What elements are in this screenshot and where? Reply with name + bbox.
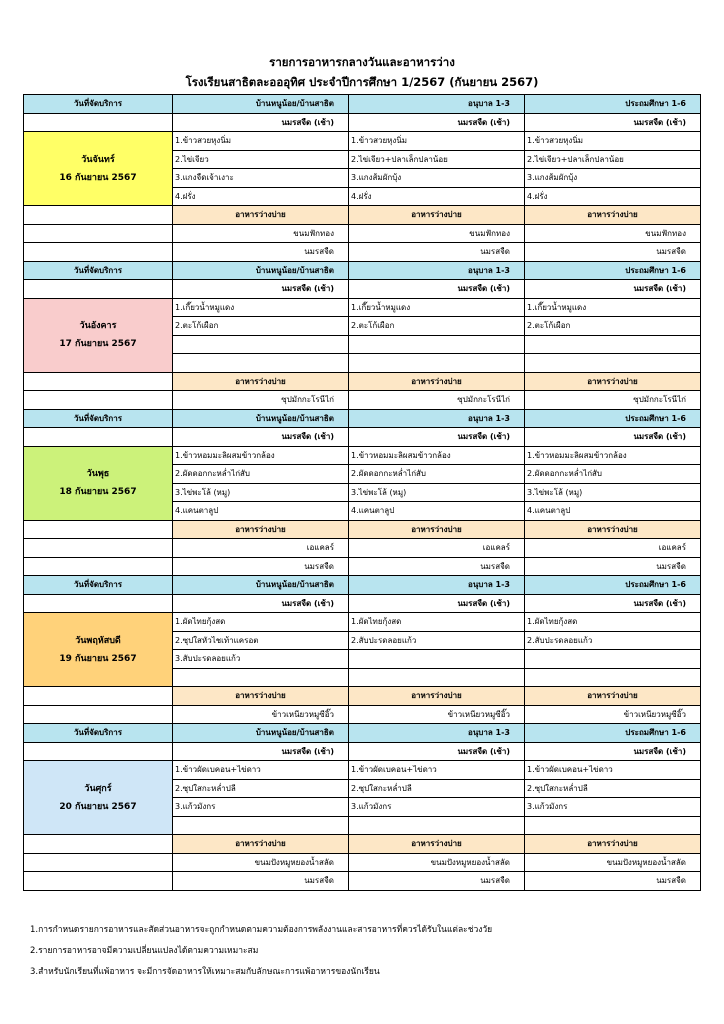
snack-label: อาหารว่างบ่าย: [173, 835, 349, 854]
document-title: รายการอาหารกลางวันและอาหารว่าง: [269, 55, 455, 69]
milk-row: [24, 428, 701, 447]
meal-item: 3.แกงส้มผักบุ้ง: [349, 169, 525, 188]
meal-item: 3.แก้วมังกร: [349, 798, 525, 817]
meal-item: 1.ข้าวสวยหุงนิ่ม: [525, 132, 701, 151]
header-day: วันที่จัดบริการ: [24, 576, 173, 595]
meal-item: 2.สับปะรดลอยแก้ว: [349, 631, 525, 650]
document-subtitle: โรงเรียนสาธิตละอออุทิศ ประจำปีการศึกษา 1/2567 (กันยายน 2567): [185, 75, 539, 89]
snack-item: ขนมฟักทอง: [525, 224, 701, 243]
meal-item: 4.ฝรั่ง: [525, 187, 701, 206]
snack-milk-item: นมรสจืด: [173, 243, 349, 262]
meal-item: 1.เกี๊ยวน้ำหมูแดง: [525, 298, 701, 317]
header-row: [24, 95, 701, 114]
snack-milk-row: [24, 243, 701, 262]
menu-table: [23, 94, 701, 891]
header-col-a: บ้านหนูน้อย/บ้านสาธิต: [173, 95, 349, 114]
meal-item: 1.ข้าวผัดเบคอน+ไข่ดาว: [525, 761, 701, 780]
meal-item: 4.แคนตาลูป: [173, 502, 349, 521]
header-col-a: บ้านหนูน้อย/บ้านสาธิต: [173, 409, 349, 428]
snack-item: ขนมปังหมูหยองน้ำสลัด: [349, 853, 525, 872]
meal-item: 1.ข้าวผัดเบคอน+ไข่ดาว: [173, 761, 349, 780]
milk-morning-cell: นมรสจืด (เช้า): [349, 113, 525, 132]
snack-milk-item: นมรสจืด: [173, 557, 349, 576]
meal-item: 3.ไข่พะโล้ (หมู): [525, 483, 701, 502]
meal-item: 1.ผัดไทยกุ้งสด: [173, 613, 349, 632]
snack-label: อาหารว่างบ่าย: [525, 687, 701, 706]
milk-morning-cell: นมรสจืด (เช้า): [525, 280, 701, 299]
meal-item: [525, 354, 701, 373]
empty-cell: [24, 557, 173, 576]
meal-item: 1.ผัดไทยกุ้งสด: [525, 613, 701, 632]
empty-cell: [24, 520, 173, 539]
day-cell: [24, 613, 173, 687]
snack-item: เอแคลร์: [525, 539, 701, 558]
header-col-b: อนุบาล 1-3: [349, 95, 525, 114]
header-col-c: ประถมศึกษา 1-6: [525, 724, 701, 743]
meal-item: 2.ผัดดอกกะหล่ำไก่สับ: [349, 465, 525, 484]
meal-row: [24, 132, 701, 151]
empty-cell: [24, 835, 173, 854]
meal-item: [349, 816, 525, 835]
meal-item: [349, 335, 525, 354]
header-row: [24, 724, 701, 743]
empty-cell: [24, 391, 173, 410]
milk-morning-cell: นมรสจืด (เช้า): [173, 428, 349, 447]
snack-milk-row: [24, 557, 701, 576]
snack-row: [24, 705, 701, 724]
note-item: 1.การกำหนดรายการอาหารและสัดส่วนอาหารจะถูกกำหนดตามความต้องการพลังงานและสารอาหารที่ควรได้รับในแต่ละช่วงวัย: [30, 925, 493, 935]
snack-item: เอแคลร์: [349, 539, 525, 558]
milk-morning-cell: นมรสจืด (เช้า): [525, 594, 701, 613]
meal-item: 1.ข้าวหอมมะลิผสมข้าวกล้อง: [173, 446, 349, 465]
meal-item: 2.ไข่เจียว: [173, 150, 349, 169]
snack-milk-row: [24, 872, 701, 891]
meal-item: 1.ข้าวผัดเบคอน+ไข่ดาว: [349, 761, 525, 780]
empty-cell: [24, 224, 173, 243]
snack-milk-item: นมรสจืด: [349, 243, 525, 262]
milk-morning-cell: นมรสจืด (เช้า): [349, 742, 525, 761]
meal-item: 1.เกี๊ยวน้ำหมูแดง: [349, 298, 525, 317]
meal-item: 2.ผัดดอกกะหล่ำไก่สับ: [525, 465, 701, 484]
header-col-b: อนุบาล 1-3: [349, 409, 525, 428]
empty-cell: [24, 206, 173, 225]
meal-item: [349, 668, 525, 687]
day-name: วันอังคาร: [79, 321, 117, 331]
snack-label: อาหารว่างบ่าย: [525, 206, 701, 225]
meal-item: [525, 650, 701, 669]
day-cell: [24, 446, 173, 520]
meal-item: 2.ซุปใสกะหล่ำปลี: [173, 779, 349, 798]
snack-header-row: [24, 372, 701, 391]
header-row: [24, 576, 701, 595]
empty-cell: [24, 853, 173, 872]
milk-morning-cell: นมรสจืด (เช้า): [349, 428, 525, 447]
meal-row: [24, 761, 701, 780]
milk-morning-cell: นมรสจืด (เช้า): [525, 113, 701, 132]
day-name: วันพุธ: [86, 469, 110, 479]
meal-item: 3.แกงส้มผักบุ้ง: [525, 169, 701, 188]
header-day: วันที่จัดบริการ: [24, 261, 173, 280]
snack-label: อาหารว่างบ่าย: [173, 206, 349, 225]
header-col-a: บ้านหนูน้อย/บ้านสาธิต: [173, 576, 349, 595]
meal-item: 3.สับปะรดลอยแก้ว: [173, 650, 349, 669]
meal-item: [349, 354, 525, 373]
empty-cell: [24, 594, 173, 613]
snack-label: อาหารว่างบ่าย: [525, 520, 701, 539]
meal-row: [24, 298, 701, 317]
snack-header-row: [24, 687, 701, 706]
meal-item: [525, 816, 701, 835]
header-col-c: ประถมศึกษา 1-6: [525, 576, 701, 595]
empty-cell: [24, 705, 173, 724]
header-col-c: ประถมศึกษา 1-6: [525, 409, 701, 428]
snack-item: ซุปมักกะโรนีไก่: [349, 391, 525, 410]
snack-label: อาหารว่างบ่าย: [349, 206, 525, 225]
snack-milk-item: นมรสจืด: [525, 872, 701, 891]
snack-item: ข้าวเหนียวหมูซีอิ๊ว: [349, 705, 525, 724]
note-item: 3.สำหรับนักเรียนที่แพ้อาหาร จะมีการจัดอาหารให้เหมาะสมกับลักษณะการแพ้อาหารของนักเรียน: [30, 967, 380, 977]
snack-milk-item: นมรสจืด: [525, 243, 701, 262]
snack-row: [24, 539, 701, 558]
snack-item: เอแคลร์: [173, 539, 349, 558]
day-cell: [24, 132, 173, 206]
snack-label: อาหารว่างบ่าย: [349, 520, 525, 539]
meal-item: [173, 354, 349, 373]
snack-label: อาหารว่างบ่าย: [525, 372, 701, 391]
day-cell: [24, 761, 173, 835]
meal-item: 3.แก้วมังกร: [525, 798, 701, 817]
meal-item: [173, 816, 349, 835]
milk-morning-cell: นมรสจืด (เช้า): [525, 742, 701, 761]
header-day: วันที่จัดบริการ: [24, 724, 173, 743]
header-day: วันที่จัดบริการ: [24, 95, 173, 114]
header-col-a: บ้านหนูน้อย/บ้านสาธิต: [173, 261, 349, 280]
empty-cell: [24, 872, 173, 891]
header-col-b: อนุบาล 1-3: [349, 576, 525, 595]
meal-item: 1.ข้าวสวยหุงนิ่ม: [349, 132, 525, 151]
meal-item: 2.ไข่เจียว+ปลาเล็กปลาน้อย: [525, 150, 701, 169]
header-col-a: บ้านหนูน้อย/บ้านสาธิต: [173, 724, 349, 743]
empty-cell: [24, 243, 173, 262]
meal-item: 3.แก้วมังกร: [173, 798, 349, 817]
meal-item: 2.ซุปใสหัวไชเท้าแครอต: [173, 631, 349, 650]
meal-row: [24, 446, 701, 465]
milk-row: [24, 594, 701, 613]
milk-row: [24, 742, 701, 761]
meal-item: 4.แคนตาลูป: [349, 502, 525, 521]
milk-morning-cell: นมรสจืด (เช้า): [349, 594, 525, 613]
meal-item: 2.ซุปใสกะหล่ำปลี: [349, 779, 525, 798]
snack-item: ขนมฟักทอง: [173, 224, 349, 243]
empty-cell: [24, 687, 173, 706]
meal-item: 1.ผัดไทยกุ้งสด: [349, 613, 525, 632]
snack-row: [24, 391, 701, 410]
day-name: วันพฤหัสบดี: [75, 635, 121, 646]
snack-item: ข้าวเหนียวหมูซีอิ๊ว: [525, 705, 701, 724]
meal-item: 4.แคนตาลูป: [525, 502, 701, 521]
meal-item: 2.ผัดดอกกะหล่ำไก่สับ: [173, 465, 349, 484]
meal-item: 2.ตะโก้เผือก: [349, 317, 525, 336]
snack-milk-item: นมรสจืด: [349, 557, 525, 576]
meal-item: 1.ข้าวสวยหุงนิ่ม: [173, 132, 349, 151]
snack-label: อาหารว่างบ่าย: [525, 835, 701, 854]
day-date: 18 กันยายน 2567: [59, 487, 137, 497]
header-row: [24, 261, 701, 280]
empty-cell: [24, 539, 173, 558]
empty-cell: [24, 113, 173, 132]
milk-morning-cell: นมรสจืด (เช้า): [173, 113, 349, 132]
meal-item: 4.ฝรั่ง: [349, 187, 525, 206]
header-col-b: อนุบาล 1-3: [349, 261, 525, 280]
day-cell: [24, 298, 173, 372]
snack-item: ข้าวเหนียวหมูซีอิ๊ว: [173, 705, 349, 724]
snack-label: อาหารว่างบ่าย: [349, 687, 525, 706]
meal-item: 3.ไข่พะโล้ (หมู): [349, 483, 525, 502]
snack-label: อาหารว่างบ่าย: [173, 687, 349, 706]
header-col-c: ประถมศึกษา 1-6: [525, 95, 701, 114]
snack-item: ซุปมักกะโรนีไก่: [173, 391, 349, 410]
meal-row: [24, 613, 701, 632]
milk-morning-cell: นมรสจืด (เช้า): [173, 280, 349, 299]
snack-milk-item: นมรสจืด: [349, 872, 525, 891]
day-date: 20 กันยายน 2567: [59, 801, 137, 812]
header-col-b: อนุบาล 1-3: [349, 724, 525, 743]
snack-row: [24, 853, 701, 872]
snack-label: อาหารว่างบ่าย: [349, 835, 525, 854]
snack-row: [24, 224, 701, 243]
meal-item: 4.ฝรั่ง: [173, 187, 349, 206]
snack-label: อาหารว่างบ่าย: [173, 520, 349, 539]
notes: [30, 920, 492, 983]
snack-item: ขนมปังหมูหยองน้ำสลัด: [173, 853, 349, 872]
meal-item: 3.ไข่พะโล้ (หมู): [173, 483, 349, 502]
note-item: 2.รายการอาหารอาจมีความเปลี่ยนแปลงได้ตามความเหมาะสม: [30, 946, 259, 956]
snack-milk-item: นมรสจืด: [525, 557, 701, 576]
header-col-c: ประถมศึกษา 1-6: [525, 261, 701, 280]
meal-item: [349, 650, 525, 669]
milk-morning-cell: นมรสจืด (เช้า): [525, 428, 701, 447]
header-row: [24, 409, 701, 428]
snack-header-row: [24, 520, 701, 539]
empty-cell: [24, 428, 173, 447]
milk-row: [24, 113, 701, 132]
empty-cell: [24, 742, 173, 761]
meal-item: [173, 668, 349, 687]
meal-item: 1.ข้าวหอมมะลิผสมข้าวกล้อง: [349, 446, 525, 465]
snack-milk-item: นมรสจืด: [173, 872, 349, 891]
snack-item: ขนมปังหมูหยองน้ำสลัด: [525, 853, 701, 872]
snack-item: ขนมฟักทอง: [349, 224, 525, 243]
meal-item: 2.ซุปใสกะหล่ำปลี: [525, 779, 701, 798]
meal-item: 2.ตะโก้เผือก: [525, 317, 701, 336]
milk-morning-cell: นมรสจืด (เช้า): [349, 280, 525, 299]
meal-item: 3.แกงจืดเจ้าเงาะ: [173, 169, 349, 188]
meal-item: [525, 335, 701, 354]
day-name: วันจันทร์: [81, 154, 115, 165]
day-date: 16 กันยายน 2567: [59, 172, 137, 183]
meal-item: 2.ไข่เจียว+ปลาเล็กปลาน้อย: [349, 150, 525, 169]
snack-header-row: [24, 835, 701, 854]
meal-item: 1.เกี๊ยวน้ำหมูแดง: [173, 298, 349, 317]
milk-morning-cell: นมรสจืด (เช้า): [173, 594, 349, 613]
day-date: 19 กันยายน 2567: [59, 653, 137, 664]
milk-morning-cell: นมรสจืด (เช้า): [173, 742, 349, 761]
snack-label: อาหารว่างบ่าย: [173, 372, 349, 391]
snack-header-row: [24, 206, 701, 225]
header-day: วันที่จัดบริการ: [24, 409, 173, 428]
snack-label: อาหารว่างบ่าย: [349, 372, 525, 391]
empty-cell: [24, 372, 173, 391]
day-name: วันศุกร์: [84, 783, 112, 794]
milk-row: [24, 280, 701, 299]
snack-item: ซุปมักกะโรนีไก่: [525, 391, 701, 410]
meal-item: 2.สับปะรดลอยแก้ว: [525, 631, 701, 650]
meal-item: 1.ข้าวหอมมะลิผสมข้าวกล้อง: [525, 446, 701, 465]
meal-item: [525, 668, 701, 687]
meal-item: 2.ตะโก้เผือก: [173, 317, 349, 336]
empty-cell: [24, 280, 173, 299]
meal-item: [173, 335, 349, 354]
day-date: 17 กันยายน 2567: [59, 339, 137, 349]
